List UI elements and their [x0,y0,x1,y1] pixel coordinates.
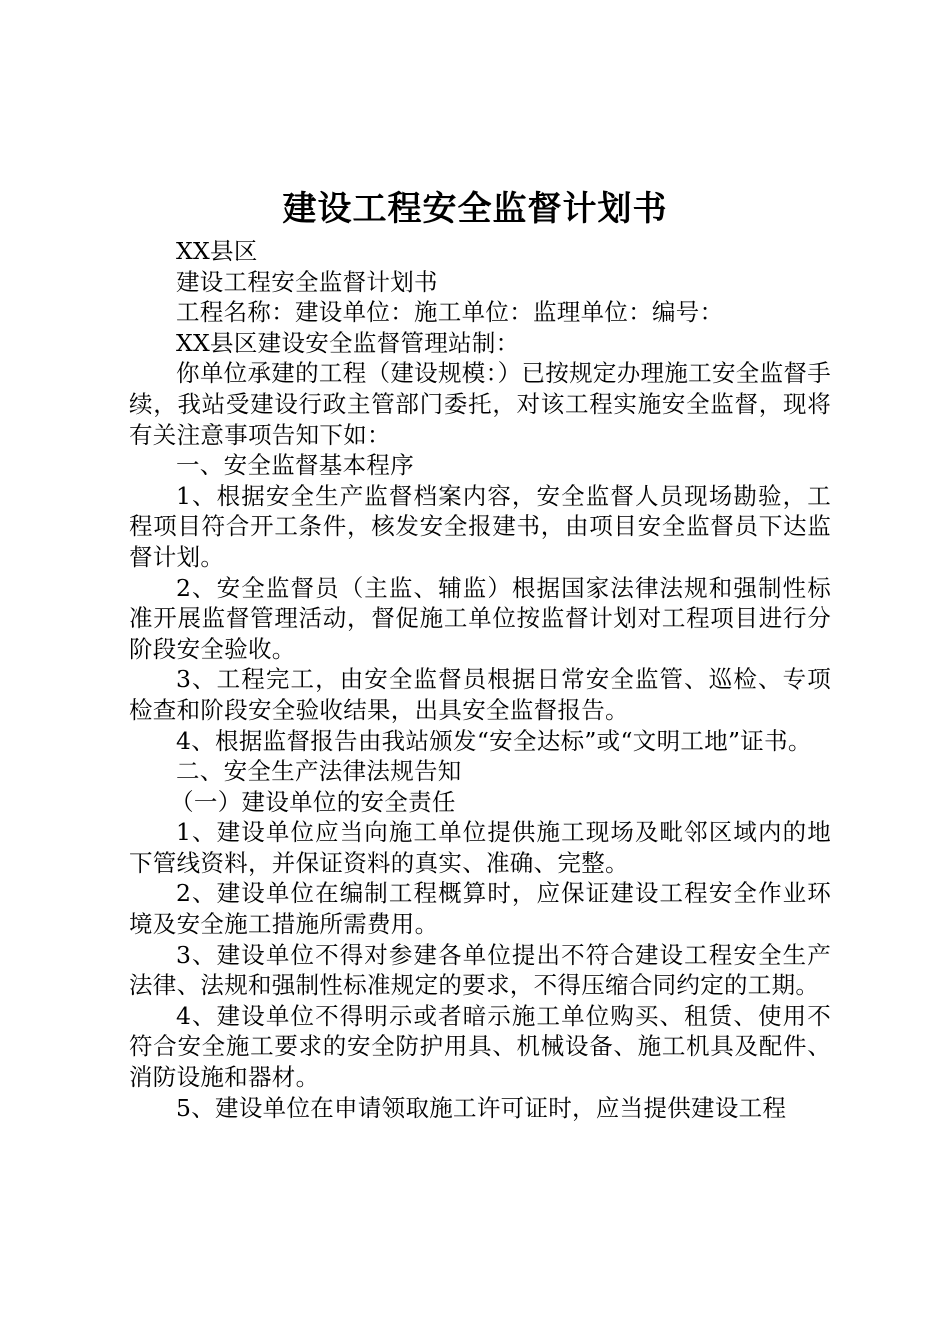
paragraph-owner-2: 2、建设单位在编制工程概算时，应保证建设工程安全作业环境及安全施工措施所需费用。 [129,879,831,939]
paragraph-project-fields: 工程名称：建设单位：施工单位：监理单位：编号： [176,298,724,327]
subsection-heading-1: （一）建设单位的安全责任 [170,787,456,816]
paragraph-owner-4: 4、建设单位不得明示或者暗示施工单位购买、租赁、使用不符合安全施工要求的安全防护用具、机械设备、施工机具及配件、消防设施和器材。 [129,1001,831,1092]
section-heading-1: 一、安全监督基本程序 [176,451,414,480]
paragraph-county: XX县区 [176,237,258,265]
paragraph-owner-1: 1、建设单位应当向施工单位提供施工现场及毗邻区域内的地下管线资料，并保证资料的真实、准确、完整。 [129,818,831,877]
section-heading-2: 二、安全生产法律法规告知 [176,757,462,786]
paragraph-procedure-2: 2、安全监督员（主监、辅监）根据国家法律法规和强制性标准开展监督管理活动，督促施工单位按监督计划对工程项目进行分阶段安全验收。 [129,573,831,663]
paragraph-owner-5: 5、建设单位在申请领取施工许可证时，应当提供建设工程 [176,1093,787,1122]
paragraph-owner-3: 3、建设单位不得对参建各单位提出不符合建设工程安全生产法律、法规和强制性标准规定的要求，不得压缩合同约定的工期。 [129,940,831,1000]
paragraph-intro: 你单位承建的工程（建设规模：）已按规定办理施工安全监督手续，我站受建设行政主管部门委托，对该工程实施安全监督，现将有关注意事项告知下如： [129,359,831,449]
paragraph-issuer: XX县区建设安全监督管理站制： [176,328,520,357]
document-title: 建设工程安全监督计划书 [282,189,668,229]
paragraph-subtitle: 建设工程安全监督计划书 [176,267,438,296]
paragraph-procedure-4: 4、根据监督报告由我站颁发“安全达标”或“文明工地”证书。 [176,726,812,755]
paragraph-procedure-3: 3、工程完工，由安全监督员根据日常安全监管、巡检、专项检查和阶段安全验收结果，出具安全监督报告。 [129,665,831,724]
paragraph-procedure-1: 1、根据安全生产监督档案内容，安全监督人员现场勘验，工程项目符合开工条件，核发安全报建书，由项目安全监督员下达监督计划。 [129,481,831,571]
document-body [129,236,831,1123]
